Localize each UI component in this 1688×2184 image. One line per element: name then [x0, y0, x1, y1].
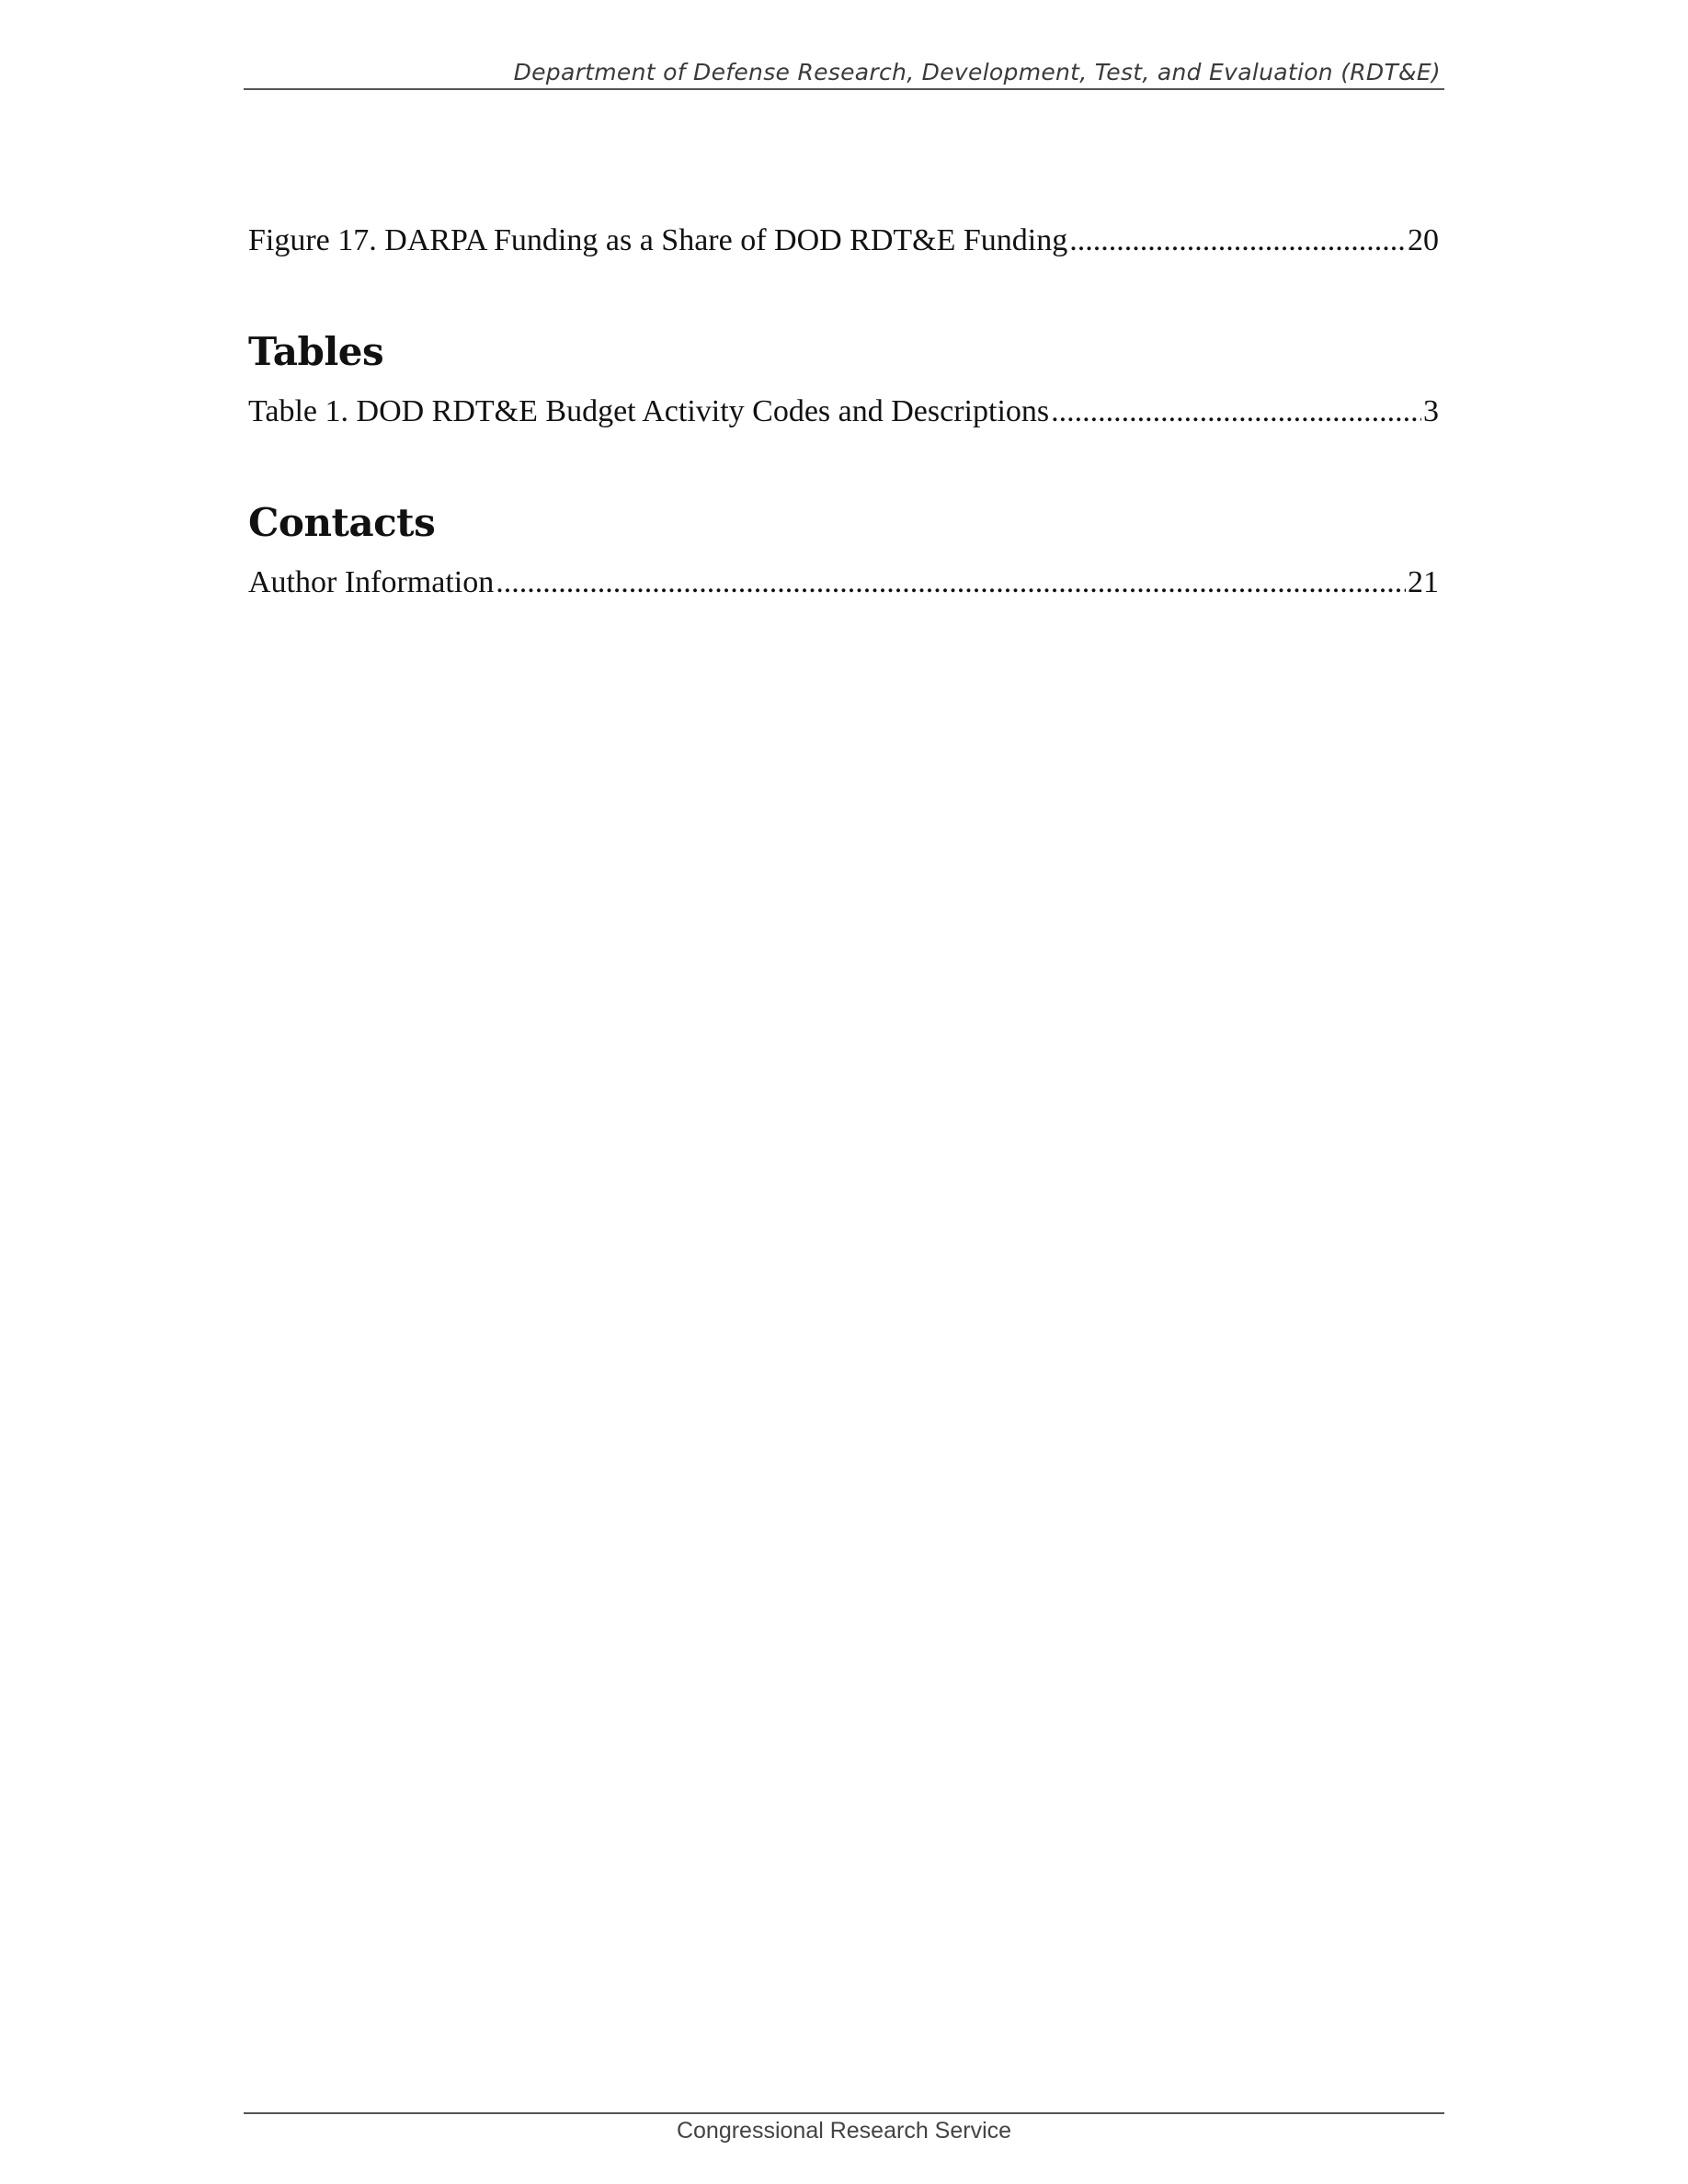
toc-entry-table-1[interactable]: [248, 393, 1439, 430]
toc-entry-title: Author Information: [248, 565, 495, 599]
page-header: [244, 55, 1444, 90]
toc-entry-page-number: 3: [1423, 394, 1439, 428]
toc-entry-title: Figure 17. DARPA Funding as a Share of DOD RDT&E Funding: [248, 223, 1068, 257]
contacts-heading: Contacts: [248, 500, 436, 545]
tables-heading: Tables: [248, 329, 384, 374]
toc-entry-title: Table 1. DOD RDT&E Budget Activity Codes and Descriptions: [248, 394, 1050, 428]
dot-leader: [496, 564, 1406, 601]
toc-entry-author-information[interactable]: [248, 564, 1439, 601]
toc-entry-figure-17[interactable]: [248, 222, 1439, 259]
toc-entry-page-number: 20: [1408, 223, 1439, 257]
dot-leader: [1051, 393, 1421, 430]
toc-entry-page-number: 21: [1408, 565, 1439, 599]
dot-leader: [1069, 222, 1406, 259]
footer-organization: Congressional Research Service: [676, 2118, 1012, 2144]
page-footer: [244, 2112, 1444, 2144]
running-title: Department of Defense Research, Development, Test, and Evaluation (RDT&E): [513, 59, 1441, 85]
